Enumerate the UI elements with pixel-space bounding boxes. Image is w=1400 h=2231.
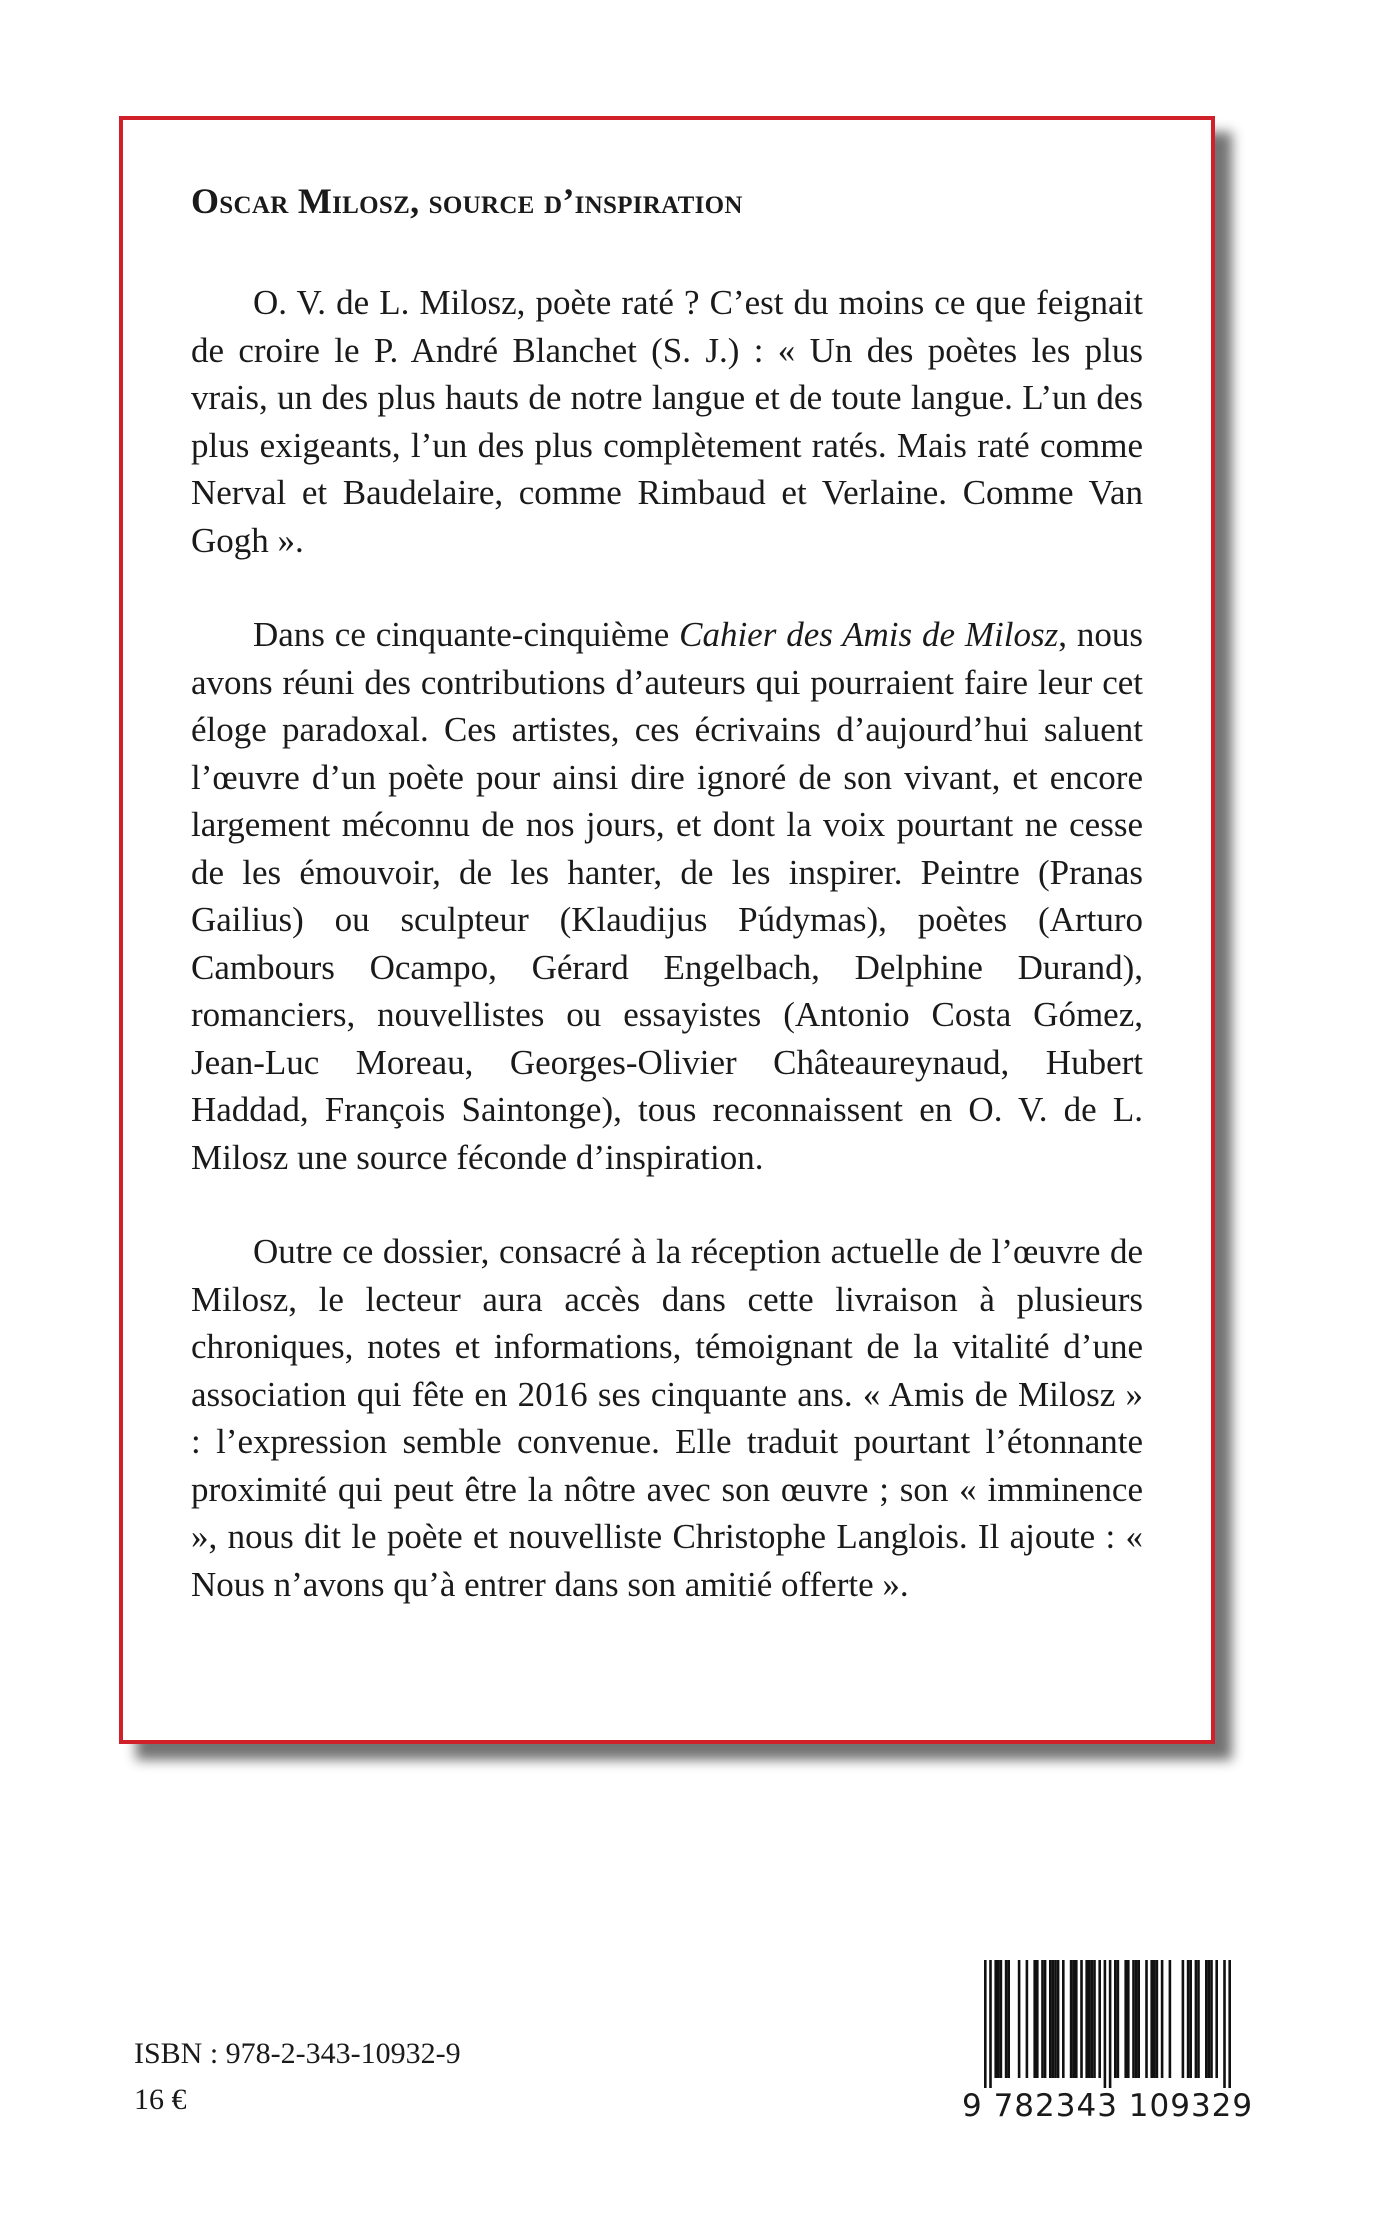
barcode-bar — [1088, 1960, 1091, 2078]
barcode-bar — [989, 1960, 992, 2088]
barcode-bar — [1169, 1960, 1172, 2078]
barcode-bar — [1049, 1960, 1052, 2078]
isbn: ISBN : 978-2-343-10932-9 — [134, 2037, 461, 2070]
barcode-bar — [994, 1960, 997, 2078]
barcode-bar — [1018, 1960, 1021, 2078]
barcode-bar — [1210, 1960, 1213, 2078]
barcode-bar — [1228, 1960, 1231, 2088]
barcode-bar — [1150, 1960, 1153, 2078]
barcode-bar — [1093, 1960, 1096, 2078]
barcode-bar — [1135, 1960, 1138, 2078]
barcode-bar — [1085, 1960, 1088, 2078]
barcode-bar — [1208, 1960, 1211, 2078]
barcode — [962, 1960, 1254, 2130]
text-frame — [119, 116, 1215, 1744]
cahier-title: Cahier des Amis de Milosz — [679, 615, 1059, 655]
barcode-bar — [1070, 1960, 1073, 2078]
barcode-bar — [1098, 1960, 1101, 2078]
barcode-bar — [1127, 1960, 1130, 2078]
barcode-bars — [962, 1960, 1232, 2090]
barcode-bar — [997, 1960, 1000, 2078]
barcode-bar — [1189, 1960, 1192, 2078]
barcode-bar — [1091, 1960, 1094, 2078]
back-cover-text — [191, 180, 1143, 1655]
barcode-bar — [1075, 1960, 1078, 2078]
barcode-bar — [1156, 1960, 1159, 2078]
barcode-bar — [1104, 1960, 1107, 2088]
barcode-bar — [1117, 1960, 1120, 2078]
barcode-bar — [1036, 1960, 1039, 2078]
barcode-bar — [1033, 1960, 1036, 2078]
barcode-bar — [1052, 1960, 1055, 2078]
barcode-bar — [1007, 1960, 1010, 2078]
paragraph-2-start: Dans ce cinquante-cinquième — [253, 615, 680, 655]
barcode-bar — [1026, 1960, 1029, 2078]
barcode-bar — [984, 1960, 987, 2088]
barcode-bar — [1072, 1960, 1075, 2078]
heading: Oscar Milosz, source d’inspiration — [191, 181, 743, 221]
barcode-bar — [1195, 1960, 1198, 2078]
barcode-bar — [1132, 1960, 1135, 2078]
barcode-bar — [1187, 1960, 1190, 2078]
barcode-bar — [1080, 1960, 1083, 2078]
barcode-bar — [1057, 1960, 1060, 2078]
price: 16 € — [134, 2083, 187, 2116]
barcode-bar — [1137, 1960, 1140, 2078]
barcode-bar — [1145, 1960, 1148, 2078]
barcode-bar — [1153, 1960, 1156, 2078]
paragraph-2-rest: , nous avons réuni des contributions d’auteurs qui pourraient faire leur cet éloge paradoxal. Ces artistes, ces écrivains d’aujourd’hui saluent l’œuvre d’un poète pour ainsi dire ignoré de son vivant, et encore largement méconnu de nos jours, et dont la voix pourtant ne cesse de les émouvoir, de les hanter, de les inspirer. Peintre (Pranas Gailius) ou sculpteur (Klaudijus Púdymas), poètes (Arturo Cambours Ocampo, Gérard Engelbach, Delphine Durand), romanciers, nouvellistes ou essayistes (Antonio Costa Gómez, Jean-Luc Moreau, Georges-Olivier Châteaureynaud, Hubert Haddad, François Saintonge), tous reconnaissent en O. V. de L. Milosz une source féconde d’inspiration. — [191, 615, 1143, 1177]
barcode-bar — [1005, 1960, 1008, 2078]
barcode-bar — [1044, 1960, 1047, 2078]
barcode-bar — [1114, 1960, 1117, 2078]
barcode-bar — [1182, 1960, 1185, 2078]
barcode-bar — [1197, 1960, 1200, 2078]
barcode-bar — [1109, 1960, 1112, 2088]
paragraph-1: O. V. de L. Milosz, poète raté ? C’est du moins ce que feignait de croire le P. André Blanchet (S. J.) : « Un des poètes les plus vrais, un des plus hauts de notre langue et de toute langue. L’un des plus exigeants, l’un des plus complètement ratés. Mais raté comme Nerval et Baudelaire, comme Rimbaud et Verlaine. Comme Van Gogh ». — [191, 283, 1143, 560]
barcode-bar — [1124, 1960, 1127, 2078]
barcode-bar — [1223, 1960, 1226, 2088]
barcode-bar — [1205, 1960, 1208, 2078]
barcode-bar — [1000, 1960, 1003, 2078]
barcode-digits: 9 782343 109329 — [962, 2088, 1254, 2124]
barcode-bar — [1062, 1960, 1065, 2078]
paragraph-3: Outre ce dossier, consacré à la réception actuelle de l’œuvre de Milosz, le lecteur aura accès dans cette livraison à plusieurs chroniques, notes et informations, témoignant de la vitalité d’une association qui fête en 2016 ses cinquante ans. « Amis de Milosz » : l’expression semble convenue. Elle traduit pourtant l’étonnante proximité qui peut être la nôtre avec son œuvre ; son « imminence », nous dit le poète et nouvelliste Christophe Langlois. Il ajoute : « Nous n’avons qu’à entrer dans son amitié offerte ». — [191, 1232, 1143, 1604]
paragraph-2 — [191, 611, 1143, 1181]
barcode-bar — [1215, 1960, 1218, 2078]
barcode-bar — [1041, 1960, 1044, 2078]
barcode-bar — [1054, 1960, 1057, 2078]
barcode-bar — [1161, 1960, 1164, 2078]
